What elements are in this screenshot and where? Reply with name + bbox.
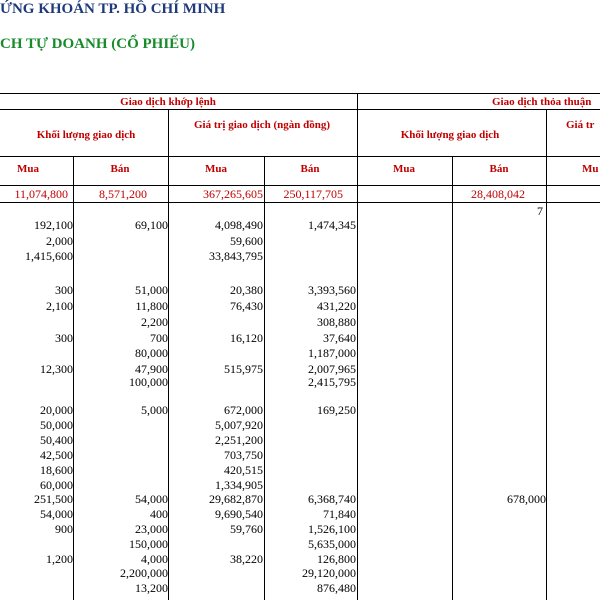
buy-volume-cell: 192,100	[34, 218, 73, 232]
sell-header: Bán	[300, 163, 320, 175]
buy-value-cell: 59,600	[230, 234, 263, 248]
sell-value-cell: 5,635,000	[308, 537, 356, 551]
buy-value-cell: 1,334,905	[215, 478, 263, 492]
proprietary-trading-table	[0, 93, 600, 600]
buy-volume-cell: 20,000	[40, 403, 73, 417]
buy-header: Mua	[205, 163, 227, 175]
sell-header: Bán	[489, 163, 509, 175]
sell-value-cell: 1,187,000	[308, 346, 356, 360]
buy-volume-cell: 1,415,600	[25, 249, 73, 263]
sell-volume-cell: 54,000	[135, 492, 168, 506]
report-title-line2: CH TỰ DOANH (CỔ PHIẾU)	[0, 36, 195, 52]
buy-value-cell: 2,251,200	[215, 433, 263, 447]
buy-volume-cell: 18,600	[40, 463, 73, 477]
sell-volume-cell: 4,000	[141, 552, 168, 566]
negotiated-value-header: Giá tr	[566, 119, 595, 131]
sell-volume-cell: 11,800	[135, 299, 168, 313]
column-divider	[546, 109, 547, 600]
sell-value-cell: 3,393,560	[308, 283, 356, 297]
total-buy-value: 367,265,605	[203, 187, 263, 201]
buy-volume-cell: 251,500	[34, 492, 73, 506]
buy-volume-cell: 300	[55, 283, 73, 297]
negotiated-trading-header: Giao dịch thỏa thuận	[492, 96, 592, 108]
buy-volume-cell: 12,300	[40, 362, 73, 376]
negotiated-volume-header: Khối lượng giao dịch	[400, 129, 500, 141]
sell-value-cell: 431,220	[317, 299, 356, 313]
sell-volume-cell: 150,000	[129, 537, 168, 551]
buy-value-cell: 20,380	[230, 283, 263, 297]
total-buy-volume: 11,074,800	[14, 187, 68, 201]
total-sell-value: 250,117,705	[283, 187, 343, 201]
buy-volume-cell: 1,200	[46, 552, 73, 566]
buy-volume-cell: 60,000	[40, 478, 73, 492]
sell-volume-cell: 2,200	[141, 315, 168, 329]
buy-volume-cell: 50,400	[40, 433, 73, 447]
buy-volume-cell: 300	[55, 331, 73, 345]
total-negotiated-sell-volume: 28,408,042	[471, 187, 525, 201]
buy-value-cell: 33,843,795	[209, 249, 263, 263]
report-title-line1: ỨNG KHOÁN TP. HỒ CHÍ MINH	[0, 1, 226, 17]
subheader-rule	[0, 156, 600, 157]
buy-value-cell: 703,750	[224, 448, 263, 462]
section-divider	[357, 93, 358, 600]
buy-volume-cell: 2,000	[46, 234, 73, 248]
volume-header: Khối lượng giao dịch	[36, 129, 136, 141]
column-divider	[168, 109, 169, 600]
buy-volume-cell: 2,100	[46, 299, 73, 313]
sell-value-cell: 37,640	[323, 331, 356, 345]
sell-value-cell: 6,368,740	[308, 492, 356, 506]
value-header: Giá trị giao dịch (ngàn đồng)	[194, 119, 330, 131]
buy-volume-cell: 900	[55, 522, 73, 536]
buy-value-cell: 4,098,490	[215, 218, 263, 232]
sell-value-cell: 1,526,100	[308, 522, 356, 536]
buy-value-cell: 420,515	[224, 463, 263, 477]
buy-value-cell: 515,975	[224, 362, 263, 376]
sell-value-cell: 126,800	[317, 552, 356, 566]
sell-value-cell: 29,120,000	[302, 566, 356, 580]
sell-volume-cell: 47,900	[135, 362, 168, 376]
buy-volume-cell: 50,000	[40, 418, 73, 432]
buy-header: Mua	[393, 163, 415, 175]
buy-value-cell: 5,007,920	[215, 418, 263, 432]
buy-value-cell: 29,682,870	[209, 492, 263, 506]
sell-volume-cell: 80,000	[135, 346, 168, 360]
sell-header: Bán	[110, 163, 130, 175]
buy-value-cell: 672,000	[224, 403, 263, 417]
buy-value-cell: 59,760	[230, 522, 263, 536]
sell-volume-cell: 5,000	[141, 403, 168, 417]
sell-value-cell: 308,880	[317, 315, 356, 329]
negotiated-sell-volume-cell: 678,000	[507, 492, 546, 506]
buy-value-cell: 16,120	[230, 331, 263, 345]
total-sell-volume: 8,571,200	[99, 187, 147, 201]
buy-header: Mu	[582, 163, 599, 175]
buy-volume-cell: 42,500	[40, 448, 73, 462]
sell-volume-cell: 400	[150, 507, 168, 521]
sell-value-cell: 169,250	[317, 403, 356, 417]
table-top-border	[0, 93, 600, 94]
totals-rule	[0, 202, 600, 203]
sell-value-cell: 876,480	[317, 581, 356, 595]
sell-volume-cell: 23,000	[135, 522, 168, 536]
buy-value-cell: 9,690,540	[215, 507, 263, 521]
sell-value-cell: 71,840	[323, 507, 356, 521]
sell-volume-cell: 2,200,000	[120, 566, 168, 580]
group-header-rule	[0, 109, 600, 110]
sell-volume-cell: 51,000	[135, 283, 168, 297]
buy-value-cell: 76,430	[230, 299, 263, 313]
sell-volume-cell: 13,200	[135, 581, 168, 595]
buy-sell-rule	[0, 185, 600, 186]
sell-volume-cell: 700	[150, 331, 168, 345]
buy-volume-cell: 54,000	[40, 507, 73, 521]
sell-value-cell: 1,474,345	[308, 218, 356, 232]
column-divider	[264, 156, 265, 600]
buy-header: Mua	[17, 163, 39, 175]
sell-volume-cell: 69,100	[135, 218, 168, 232]
matched-trading-header: Giao dịch khớp lệnh	[120, 96, 216, 108]
sell-volume-cell: 100,000	[129, 375, 168, 389]
column-divider	[73, 156, 74, 600]
column-divider	[452, 156, 453, 600]
sell-value-cell: 2,007,965	[308, 362, 356, 376]
buy-value-cell: 38,220	[230, 552, 263, 566]
stray-cell-value: 7	[537, 204, 543, 218]
sell-value-cell: 2,415,795	[308, 375, 356, 389]
